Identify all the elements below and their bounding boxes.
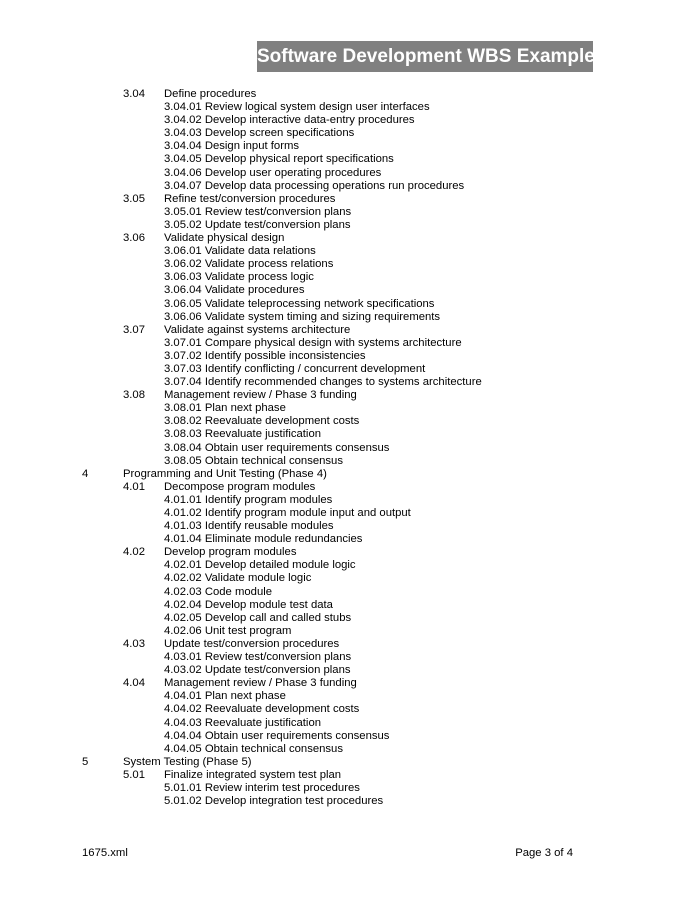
footer-page-number: Page 3 of 4 [515, 847, 573, 859]
wbs-item-text: 3.08.02 Reevaluate development costs [164, 415, 360, 428]
wbs-item-text: 4.04.01 Plan next phase [164, 690, 286, 703]
wbs-item-number: 4.01 [123, 480, 145, 493]
wbs-subtask-row [0, 703, 696, 716]
wbs-item-number: 5.01 [123, 768, 145, 781]
wbs-item-text: Refine test/conversion procedures [164, 192, 336, 205]
wbs-subtask-row [0, 533, 696, 546]
wbs-item-text: 4.02.04 Develop module test data [164, 598, 333, 611]
wbs-subtask-row [0, 114, 696, 127]
wbs-subtask-row [0, 206, 696, 219]
wbs-subtask-row [0, 625, 696, 638]
wbs-item-text: Finalize integrated system test plan [164, 768, 342, 781]
wbs-subtask-row [0, 337, 696, 350]
wbs-subtask-row [0, 494, 696, 507]
wbs-subtask-row [0, 428, 696, 441]
wbs-item-text: 3.06.04 Validate procedures [164, 284, 305, 297]
wbs-item-number: 4.03 [123, 637, 145, 650]
wbs-item-text: 3.08.04 Obtain user requirements consensus [164, 441, 390, 454]
wbs-item-number: 3.06 [123, 232, 145, 245]
wbs-subtask-row [0, 651, 696, 664]
wbs-item-text: 3.04.02 Develop interactive data-entry procedures [164, 114, 415, 127]
wbs-item-text: 3.05.01 Review test/conversion plans [164, 205, 352, 218]
wbs-subtask-row [0, 559, 696, 572]
wbs-subtask-row [0, 507, 696, 520]
wbs-subtask-row [0, 743, 696, 756]
wbs-item-number: 3.05 [123, 192, 145, 205]
wbs-item-text: 3.06.01 Validate data relations [164, 245, 316, 258]
wbs-task-row [0, 638, 696, 651]
wbs-subtask-row [0, 442, 696, 455]
wbs-item-text: 3.08.05 Obtain technical consensus [164, 454, 343, 467]
wbs-subtask-row [0, 298, 696, 311]
wbs-item-text: 4.03.01 Review test/conversion plans [164, 651, 352, 664]
wbs-item-text: Validate physical design [164, 232, 285, 245]
wbs-subtask-row [0, 586, 696, 599]
wbs-item-number: 3.07 [123, 323, 145, 336]
wbs-item-text: 3.07.02 Identify possible inconsistencies [164, 349, 366, 362]
wbs-item-text: 3.06.05 Validate teleprocessing network specifications [164, 297, 435, 310]
wbs-task-row [0, 481, 696, 494]
wbs-task-row [0, 677, 696, 690]
wbs-item-text: 3.06.06 Validate system timing and sizing requirements [164, 310, 441, 323]
wbs-item-text: 3.04.04 Design input forms [164, 140, 300, 153]
wbs-subtask-row [0, 402, 696, 415]
wbs-task-row [0, 769, 696, 782]
wbs-item-number: 5 [82, 755, 89, 768]
wbs-item-number: 4.04 [123, 677, 145, 690]
wbs-subtask-row [0, 258, 696, 271]
wbs-task-row [0, 389, 696, 402]
wbs-item-text: 5.01.02 Develop integration test procedures [164, 795, 384, 808]
wbs-subtask-row [0, 271, 696, 284]
wbs-list [0, 88, 696, 808]
wbs-item-text: 3.04.05 Develop physical report specifications [164, 153, 394, 166]
wbs-item-text: 3.06.03 Validate process logic [164, 271, 314, 284]
wbs-subtask-row [0, 572, 696, 585]
wbs-item-text: Management review / Phase 3 funding [164, 389, 357, 402]
wbs-item-text: Validate against systems architecture [164, 323, 351, 336]
wbs-item-text: Programming and Unit Testing (Phase 4) [123, 467, 327, 480]
wbs-subtask-row [0, 245, 696, 258]
wbs-subtask-row [0, 730, 696, 743]
wbs-item-text: Update test/conversion procedures [164, 637, 340, 650]
wbs-task-row [0, 546, 696, 559]
wbs-subtask-row [0, 664, 696, 677]
wbs-subtask-row [0, 612, 696, 625]
wbs-item-text: 3.08.01 Plan next phase [164, 402, 286, 415]
footer-filename: 1675.xml [82, 847, 128, 859]
wbs-item-text: 3.07.04 Identify recommended changes to systems architecture [164, 376, 482, 389]
wbs-item-text: 3.04.03 Develop screen specifications [164, 127, 355, 140]
wbs-item-text: 3.04.01 Review logical system design user interfaces [164, 101, 430, 114]
wbs-subtask-row [0, 127, 696, 140]
wbs-item-text: System Testing (Phase 5) [123, 755, 252, 768]
wbs-phase-row [0, 756, 696, 769]
wbs-subtask-row [0, 690, 696, 703]
wbs-item-text: 4.02.01 Develop detailed module logic [164, 559, 356, 572]
page-title-banner: Software Development WBS Example [257, 41, 593, 72]
wbs-item-number: 4 [82, 467, 89, 480]
wbs-phase-row [0, 468, 696, 481]
wbs-item-text: 4.04.02 Reevaluate development costs [164, 703, 360, 716]
wbs-item-text: 3.07.03 Identify conflicting / concurrent development [164, 362, 426, 375]
wbs-subtask-row [0, 140, 696, 153]
wbs-subtask-row [0, 363, 696, 376]
wbs-subtask-row [0, 520, 696, 533]
wbs-item-text: Decompose program modules [164, 480, 316, 493]
wbs-item-text: 5.01.01 Review interim test procedures [164, 781, 360, 794]
wbs-item-text: 4.02.03 Code module [164, 585, 273, 598]
wbs-item-text: 4.01.02 Identify program module input and output [164, 507, 411, 519]
wbs-task-row [0, 193, 696, 206]
wbs-subtask-row [0, 376, 696, 389]
wbs-subtask-row [0, 415, 696, 428]
wbs-subtask-row [0, 167, 696, 180]
wbs-task-row [0, 324, 696, 337]
wbs-item-text: 3.06.02 Validate process relations [164, 258, 334, 271]
wbs-task-row [0, 88, 696, 101]
wbs-item-text: 3.04.07 Develop data processing operations run procedures [164, 179, 465, 192]
wbs-subtask-row [0, 311, 696, 324]
wbs-item-text: 4.02.02 Validate module logic [164, 572, 312, 585]
wbs-item-number: 4.02 [123, 546, 145, 559]
wbs-subtask-row [0, 153, 696, 166]
wbs-item-text: 4.03.02 Update test/conversion plans [164, 664, 351, 677]
wbs-item-text: 4.04.03 Reevaluate justification [164, 716, 322, 729]
wbs-subtask-row [0, 599, 696, 612]
wbs-item-text: 3.04.06 Develop user operating procedures [164, 166, 382, 179]
wbs-item-number: 3.04 [123, 88, 145, 100]
wbs-task-row [0, 232, 696, 245]
wbs-item-text: 3.08.03 Reevaluate justification [164, 428, 322, 441]
wbs-subtask-row [0, 101, 696, 114]
wbs-item-text: 4.04.05 Obtain technical consensus [164, 742, 343, 755]
wbs-item-text: 4.04.04 Obtain user requirements consensus [164, 729, 390, 742]
wbs-subtask-row [0, 350, 696, 363]
wbs-subtask-row [0, 717, 696, 730]
wbs-item-number: 3.08 [123, 389, 145, 402]
wbs-item-text: 4.01.01 Identify program modules [164, 493, 333, 506]
wbs-subtask-row [0, 782, 696, 795]
wbs-item-text: Management review / Phase 3 funding [164, 677, 357, 690]
wbs-item-text: Define procedures [164, 88, 257, 100]
wbs-item-text: 4.02.05 Develop call and called stubs [164, 611, 352, 624]
wbs-subtask-row [0, 180, 696, 193]
wbs-item-text: 3.05.02 Update test/conversion plans [164, 218, 351, 231]
wbs-item-text: 4.01.04 Eliminate module redundancies [164, 533, 363, 546]
wbs-item-text: Develop program modules [164, 546, 297, 559]
wbs-item-text: 3.07.01 Compare physical design with systems architecture [164, 336, 462, 349]
wbs-subtask-row [0, 219, 696, 232]
wbs-item-text: 4.01.03 Identify reusable modules [164, 520, 334, 533]
wbs-subtask-row [0, 795, 696, 808]
wbs-item-text: 4.02.06 Unit test program [164, 624, 292, 637]
wbs-subtask-row [0, 455, 696, 468]
wbs-subtask-row [0, 284, 696, 297]
